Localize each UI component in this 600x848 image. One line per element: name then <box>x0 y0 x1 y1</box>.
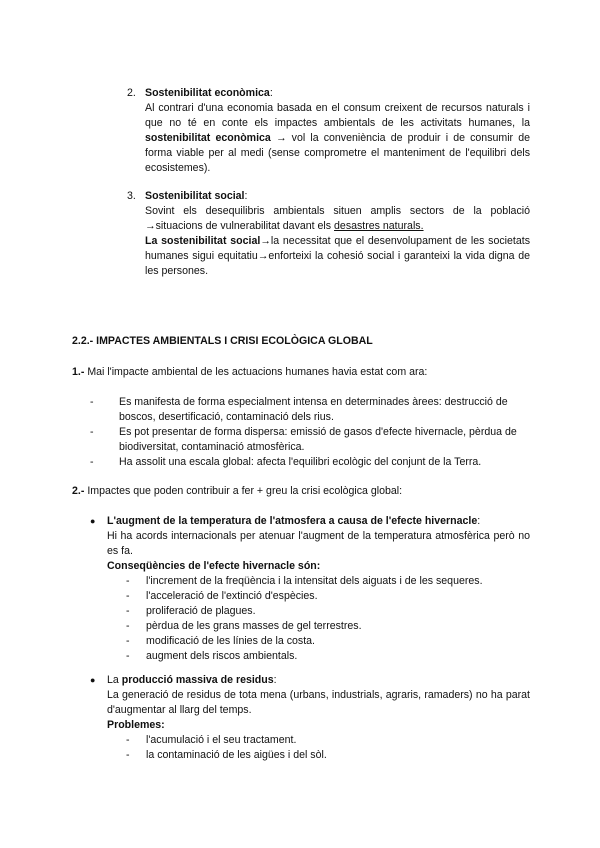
item-body-2: La sostenibilitat social→la necessitat que el desenvolupament de les societats humanes sigui equitatiu→enforteixi la cohesió social i garanteixi la vida digna de les persones. <box>145 235 530 277</box>
point-text: Mai l'impacte ambiental de les actuacions humanes havia estat com ara: <box>84 366 428 378</box>
list-item: - augment dels riscos ambientals. <box>126 650 298 662</box>
section-heading: 2.2.- IMPACTES AMBIENTALS I CRISI ECOLÒGICA GLOBAL <box>72 335 373 347</box>
point-number: 2.- <box>72 485 85 497</box>
list-item: - Ha assolit una escala global: afecta l'equilibri ecològic del conjunt de la Terra. <box>90 456 482 468</box>
bullet-icon: ● <box>90 675 96 685</box>
underlined-term: desastres naturals. <box>334 220 424 232</box>
point-text: Impactes que poden contribuir a fer + greu la crisi ecològica global: <box>84 485 403 497</box>
bullet-greenhouse: ● L'augment de la temperatura de l'atmosfera a causa de l'efecte hivernacle: Hi ha acords internacionals per atenuar l'augment de la temperatura atmosfèrica però no es fa. Conseqüències de l'efecte hivernacle són: - l'increment de la freqüència i la intensitat dels aiguats i de les sequeres. - l'acceleració de l'extinció d'espècies. - proliferació de plagues. - pèrdua de les grans masses de gel terrestres. - modificació de les línies de la costa. - augment dels riscos ambientals. <box>90 515 530 662</box>
list-item: - la contaminació de les aigües i del sòl. <box>126 749 327 761</box>
item-body: Sovint els desequilibris ambientals situen amplis sectors de la població →situacions de vulnerabilitat davant els desastres naturals. <box>145 205 530 232</box>
item-body: Al contrari d'una economia basada en el consum creixent de recursos naturals i que no té en conte els impactes ambientals de les activitats humanes, la sostenibilitat econòmica → vol la conveniència de produir i de consumir de forma viable per al medi (sense comprometre el manteniment de l'equilibri dels ecosistemes). <box>145 102 530 174</box>
list-item: - modificació de les línies de la costa. <box>126 635 315 647</box>
bullet-subheading: Conseqüències de l'efecte hivernacle són: <box>107 560 321 572</box>
list-item: - Es pot presentar de forma dispersa: emissió de gasos d'efecte hivernacle, pèrdua de biodiversitat, contaminació atmosfèrica. <box>90 426 517 453</box>
consequences-list <box>107 574 530 664</box>
point-1-list <box>90 395 530 470</box>
item-title: Sostenibilitat social <box>145 190 245 202</box>
item-number: 3. <box>127 190 136 202</box>
item-economic-sustainability: 2. Sostenibilitat econòmica: Al contrari d'una economia basada en el consum creixent de recursos naturals i que no té en conte els impactes ambientals de les activitats humanes, la sostenibilitat econòmica → vol la conveniència de produir i de consumir de forma viable per al medi (sense comprometre el manteniment de l'equilibri dels ecosistemes). <box>127 87 530 174</box>
bullet-title: producció massiva de residus <box>121 674 274 686</box>
bullet-text: Hi ha acords internacionals per atenuar l'augment de la temperatura atmosfèrica però no es fa. <box>107 530 530 557</box>
list-item: - l'acceleració de l'extinció d'espècies. <box>126 590 318 602</box>
bullet-title: L'augment de la temperatura de l'atmosfera a causa de l'efecte hivernacle <box>107 515 478 527</box>
list-item: - proliferació de plagues. <box>126 605 256 617</box>
bullet-subheading: Problemes: <box>107 719 165 731</box>
list-item: - pèrdua de les grans masses de gel terrestres. <box>126 620 362 632</box>
bullet-waste: ● La producció massiva de residus: La generació de residus de tota mena (urbans, industrials, agraris, ramaders) no ha parat d'augmentar al llarg del temps. Problemes: - l'acumulació i el seu tractament. - la contaminació de les aigües i del sòl. <box>90 674 530 761</box>
bullet-icon: ● <box>90 516 96 526</box>
point-2 <box>72 484 532 499</box>
problems-list <box>107 733 530 763</box>
point-1 <box>72 365 532 380</box>
list-item: - l'acumulació i el seu tractament. <box>126 734 297 746</box>
item-social-sustainability: 3. Sostenibilitat social: Sovint els desequilibris ambientals situen amplis sectors de la població →situacions de vulnerabilitat davant els desastres naturals. La sostenibilitat social→la necessitat que el desenvolupament de les societats humanes sigui equitatiu→enforteixi la cohesió social i garanteixi la vida digna de les persones. <box>127 190 530 277</box>
list-item: - l'increment de la freqüència i la intensitat dels aiguats i de les sequeres. <box>126 575 483 587</box>
item-number: 2. <box>127 87 136 99</box>
point-number: 1.- <box>72 366 85 378</box>
list-item: - Es manifesta de forma especialment intensa en determinades àrees: destrucció de boscos, desertificació, contaminació dels rius. <box>90 396 508 423</box>
bullet-text: La generació de residus de tota mena (urbans, industrials, agraris, ramaders) no ha parat d'augmentar al llarg del temps. <box>107 689 530 716</box>
item-title: Sostenibilitat econòmica <box>145 87 270 99</box>
